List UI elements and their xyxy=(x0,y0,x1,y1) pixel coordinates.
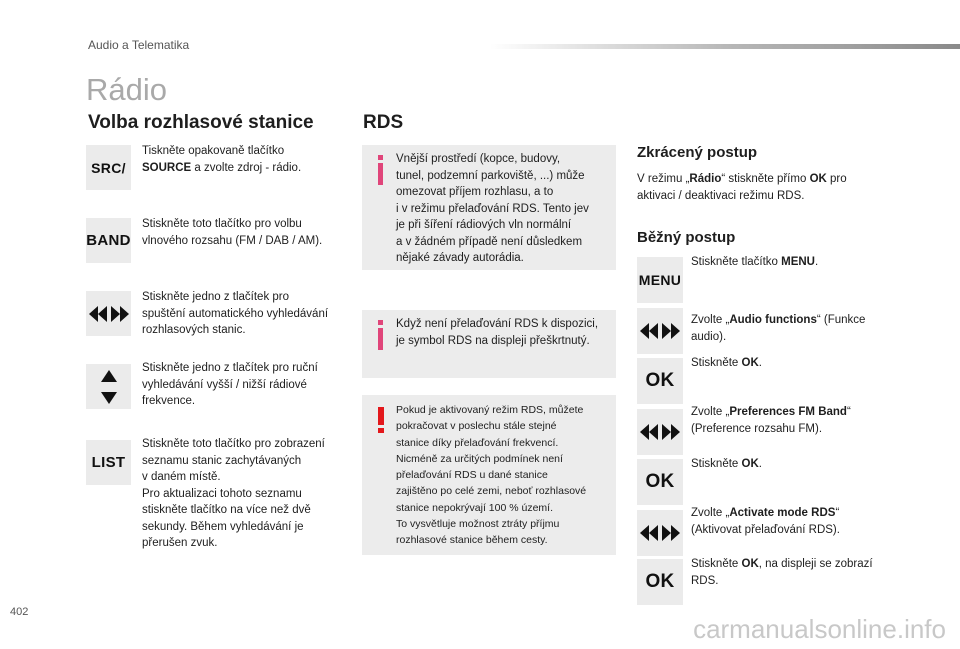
seek-left-right-icon xyxy=(86,291,131,336)
quick-procedure-text: V režimu „Rádio“ stiskněte přímo OK pro aktivaci / deaktivaci režimu RDS. xyxy=(637,173,847,202)
menu-button-icon: MENU xyxy=(637,257,683,303)
ok-button-icon: OK xyxy=(637,459,683,505)
list-instruction: Stiskněte toto tlačítko pro zobrazení seznamu stanic zachytávaných v daném místě. Pro aktualizaci tohoto seznamu stiskněte tlačítko na více než dvě sekundy. Během vyhledávání je přerušen zvuk. xyxy=(142,438,325,549)
step-5-text: Stiskněte OK. xyxy=(691,458,762,470)
up-down-icon xyxy=(86,364,131,409)
list-button-icon: LIST xyxy=(86,440,131,485)
page-number: 402 xyxy=(10,606,29,618)
manual-search-instruction: Stiskněte jedno z tlačítek pro ruční vyhledávání vyšší / nižší rádiové frekvence. xyxy=(142,362,318,407)
quick-procedure-heading: Zkrácený postup xyxy=(637,144,758,161)
seek-left-right-icon xyxy=(637,510,683,556)
rds-warning-text: Pokud je aktivovaný režim RDS, můžete pokračovat v poslechu stále stejné stanice díky přelaďování frekvencí. Nicméně za určitých podmínek není přelaďování RDS u dané stanice zajištěno po celé zemi, neboť rozhlasové stanice nepokrývají 100 % území. To vysvětluje možnost ztráty příjmu rozhlasové stanice během cesty. xyxy=(396,404,587,547)
src-instruction: Tiskněte opakovaně tlačítko SOURCE a zvolte zdroj - rádio. xyxy=(142,145,302,174)
seek-left-right-icon xyxy=(637,308,683,354)
info-icon xyxy=(378,320,383,350)
station-selection-heading: Volba rozhlasové stanice xyxy=(88,112,314,133)
seek-auto-instruction: Stiskněte jedno z tlačítek pro spuštění automatického vyhledávání rozhlasových stanic. xyxy=(142,291,329,336)
info-icon xyxy=(378,155,383,185)
ok-button-icon: OK xyxy=(637,358,683,404)
rds-note-2-text: Když není přelaďování RDS k dispozici, je symbol RDS na displeji přeškrtnutý. xyxy=(396,318,599,347)
rds-info-note-2 xyxy=(362,310,616,378)
step-3-text: Stiskněte OK. xyxy=(691,357,762,369)
ok-button-icon: OK xyxy=(637,559,683,605)
rds-note-1-text: Vnější prostředí (kopce, budovy, tunel, podzemní parkoviště, ...) může omezovat příjem rozhlasu, a to i v režimu přelaďování RDS. Tento jev je při šíření rádiových vln normální a v žádném případě není důsledkem nějaké závady autorádia. xyxy=(396,153,589,264)
rds-info-note-1 xyxy=(362,145,616,270)
rds-warning-note xyxy=(362,395,616,555)
header-gradient-bar xyxy=(490,44,960,49)
src-button-icon: SRC/ xyxy=(86,145,131,190)
seek-left-right-icon xyxy=(637,409,683,455)
step-1-text: Stiskněte tlačítko MENU. xyxy=(691,256,819,268)
step-2-text: Zvolte „Audio functions“ (Funkce audio). xyxy=(691,314,866,343)
section-label: Audio a Telematika xyxy=(88,38,190,52)
watermark: carmanualsonline.info xyxy=(693,614,946,644)
rds-heading: RDS xyxy=(363,112,404,133)
step-6-text: Zvolte „Activate mode RDS“ (Aktivovat přelaďování RDS). xyxy=(691,507,840,536)
step-7-text: Stiskněte OK, na displeji se zobrazí RDS. xyxy=(691,558,873,587)
normal-procedure-heading: Běžný postup xyxy=(637,229,736,246)
page-title: Rádio xyxy=(86,72,167,107)
warning-icon xyxy=(378,407,384,433)
step-4-text: Zvolte „Preferences FM Band“ (Preference rozsahu FM). xyxy=(691,406,851,435)
band-instruction: Stiskněte toto tlačítko pro volbu vlnového rozsahu (FM / DAB / AM). xyxy=(142,218,323,247)
band-button-icon: BAND xyxy=(86,218,131,263)
